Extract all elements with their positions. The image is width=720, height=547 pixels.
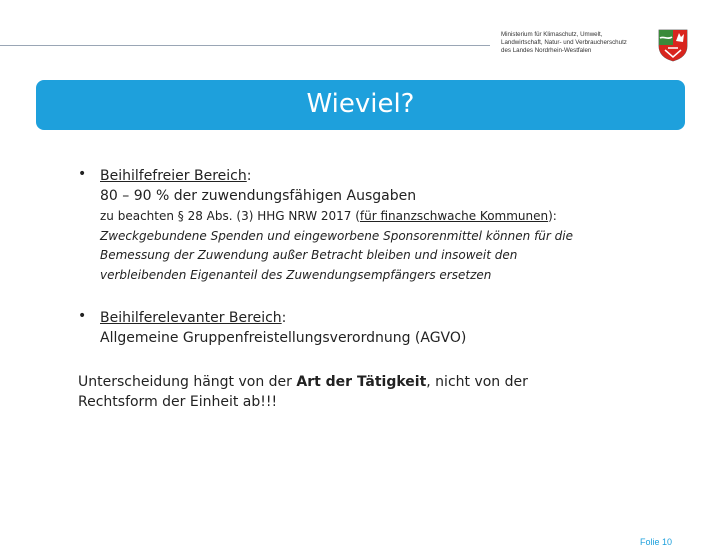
bullet-heading: Beihilfefreier Bereich xyxy=(100,168,247,184)
bullet-beihilfefreier-bereich xyxy=(78,166,678,285)
ministry-line-1: Ministerium für Klimaschutz, Umwelt, xyxy=(501,31,603,38)
ministry-line-2: Landwirtschaft, Natur- und Verbraucherschutz xyxy=(501,39,627,46)
note-suffix: ): xyxy=(548,209,557,223)
ministry-name xyxy=(501,31,651,55)
header-divider xyxy=(0,45,490,46)
conclusion-line-1 xyxy=(78,372,678,392)
bullet-heading-line xyxy=(100,308,678,328)
conclusion-prefix: Unterscheidung hängt von der xyxy=(78,374,297,390)
ministry-line-3: des Landes Nordrhein-Westfalen xyxy=(501,47,592,54)
slide-content xyxy=(78,166,678,412)
slide-number: Folie 10 xyxy=(639,537,672,547)
bullet-subline: Allgemeine Gruppenfreistellungsverordnung (AGVO) xyxy=(100,330,467,346)
bullet-heading-line xyxy=(100,166,678,186)
note-line-2: Bemessung der Zuwendung außer Betracht bleiben und insoweit den xyxy=(100,248,518,262)
note-line-1: Zweckgebundene Spenden und eingeworbene Sponsorenmittel können für die xyxy=(100,228,573,243)
note-prefix: zu beachten § 28 Abs. (3) HHG NRW 2017 ( xyxy=(100,209,360,223)
conclusion-suffix: , nicht von der xyxy=(426,374,528,390)
note-link: für finanzschwache Kommunen xyxy=(359,209,549,223)
bullet-heading: Beihilferelevanter Bereich xyxy=(100,310,282,326)
bullet-heading-colon: : xyxy=(281,310,287,326)
bullet-heading-colon: : xyxy=(246,168,252,184)
bullet-icon: • xyxy=(78,166,87,182)
bullet-beihilferelevanter-bereich xyxy=(78,308,678,348)
bullet-icon: • xyxy=(78,308,87,324)
title-banner xyxy=(36,80,685,130)
conclusion-bold: Art der Tätigkeit xyxy=(296,374,427,390)
note-heading xyxy=(100,207,678,227)
nrw-coat-of-arms-icon xyxy=(656,28,690,62)
bullet-subline: 80 – 90 % der zuwendungsfähigen Ausgaben xyxy=(100,188,417,204)
conclusion xyxy=(78,372,678,412)
conclusion-line-2: Rechtsform der Einheit ab!!! xyxy=(78,394,278,410)
slide-title: Wieviel? xyxy=(306,89,415,119)
note-line-3: verbleibenden Eigenanteil des Zuwendungsempfängers ersetzen xyxy=(100,267,492,282)
